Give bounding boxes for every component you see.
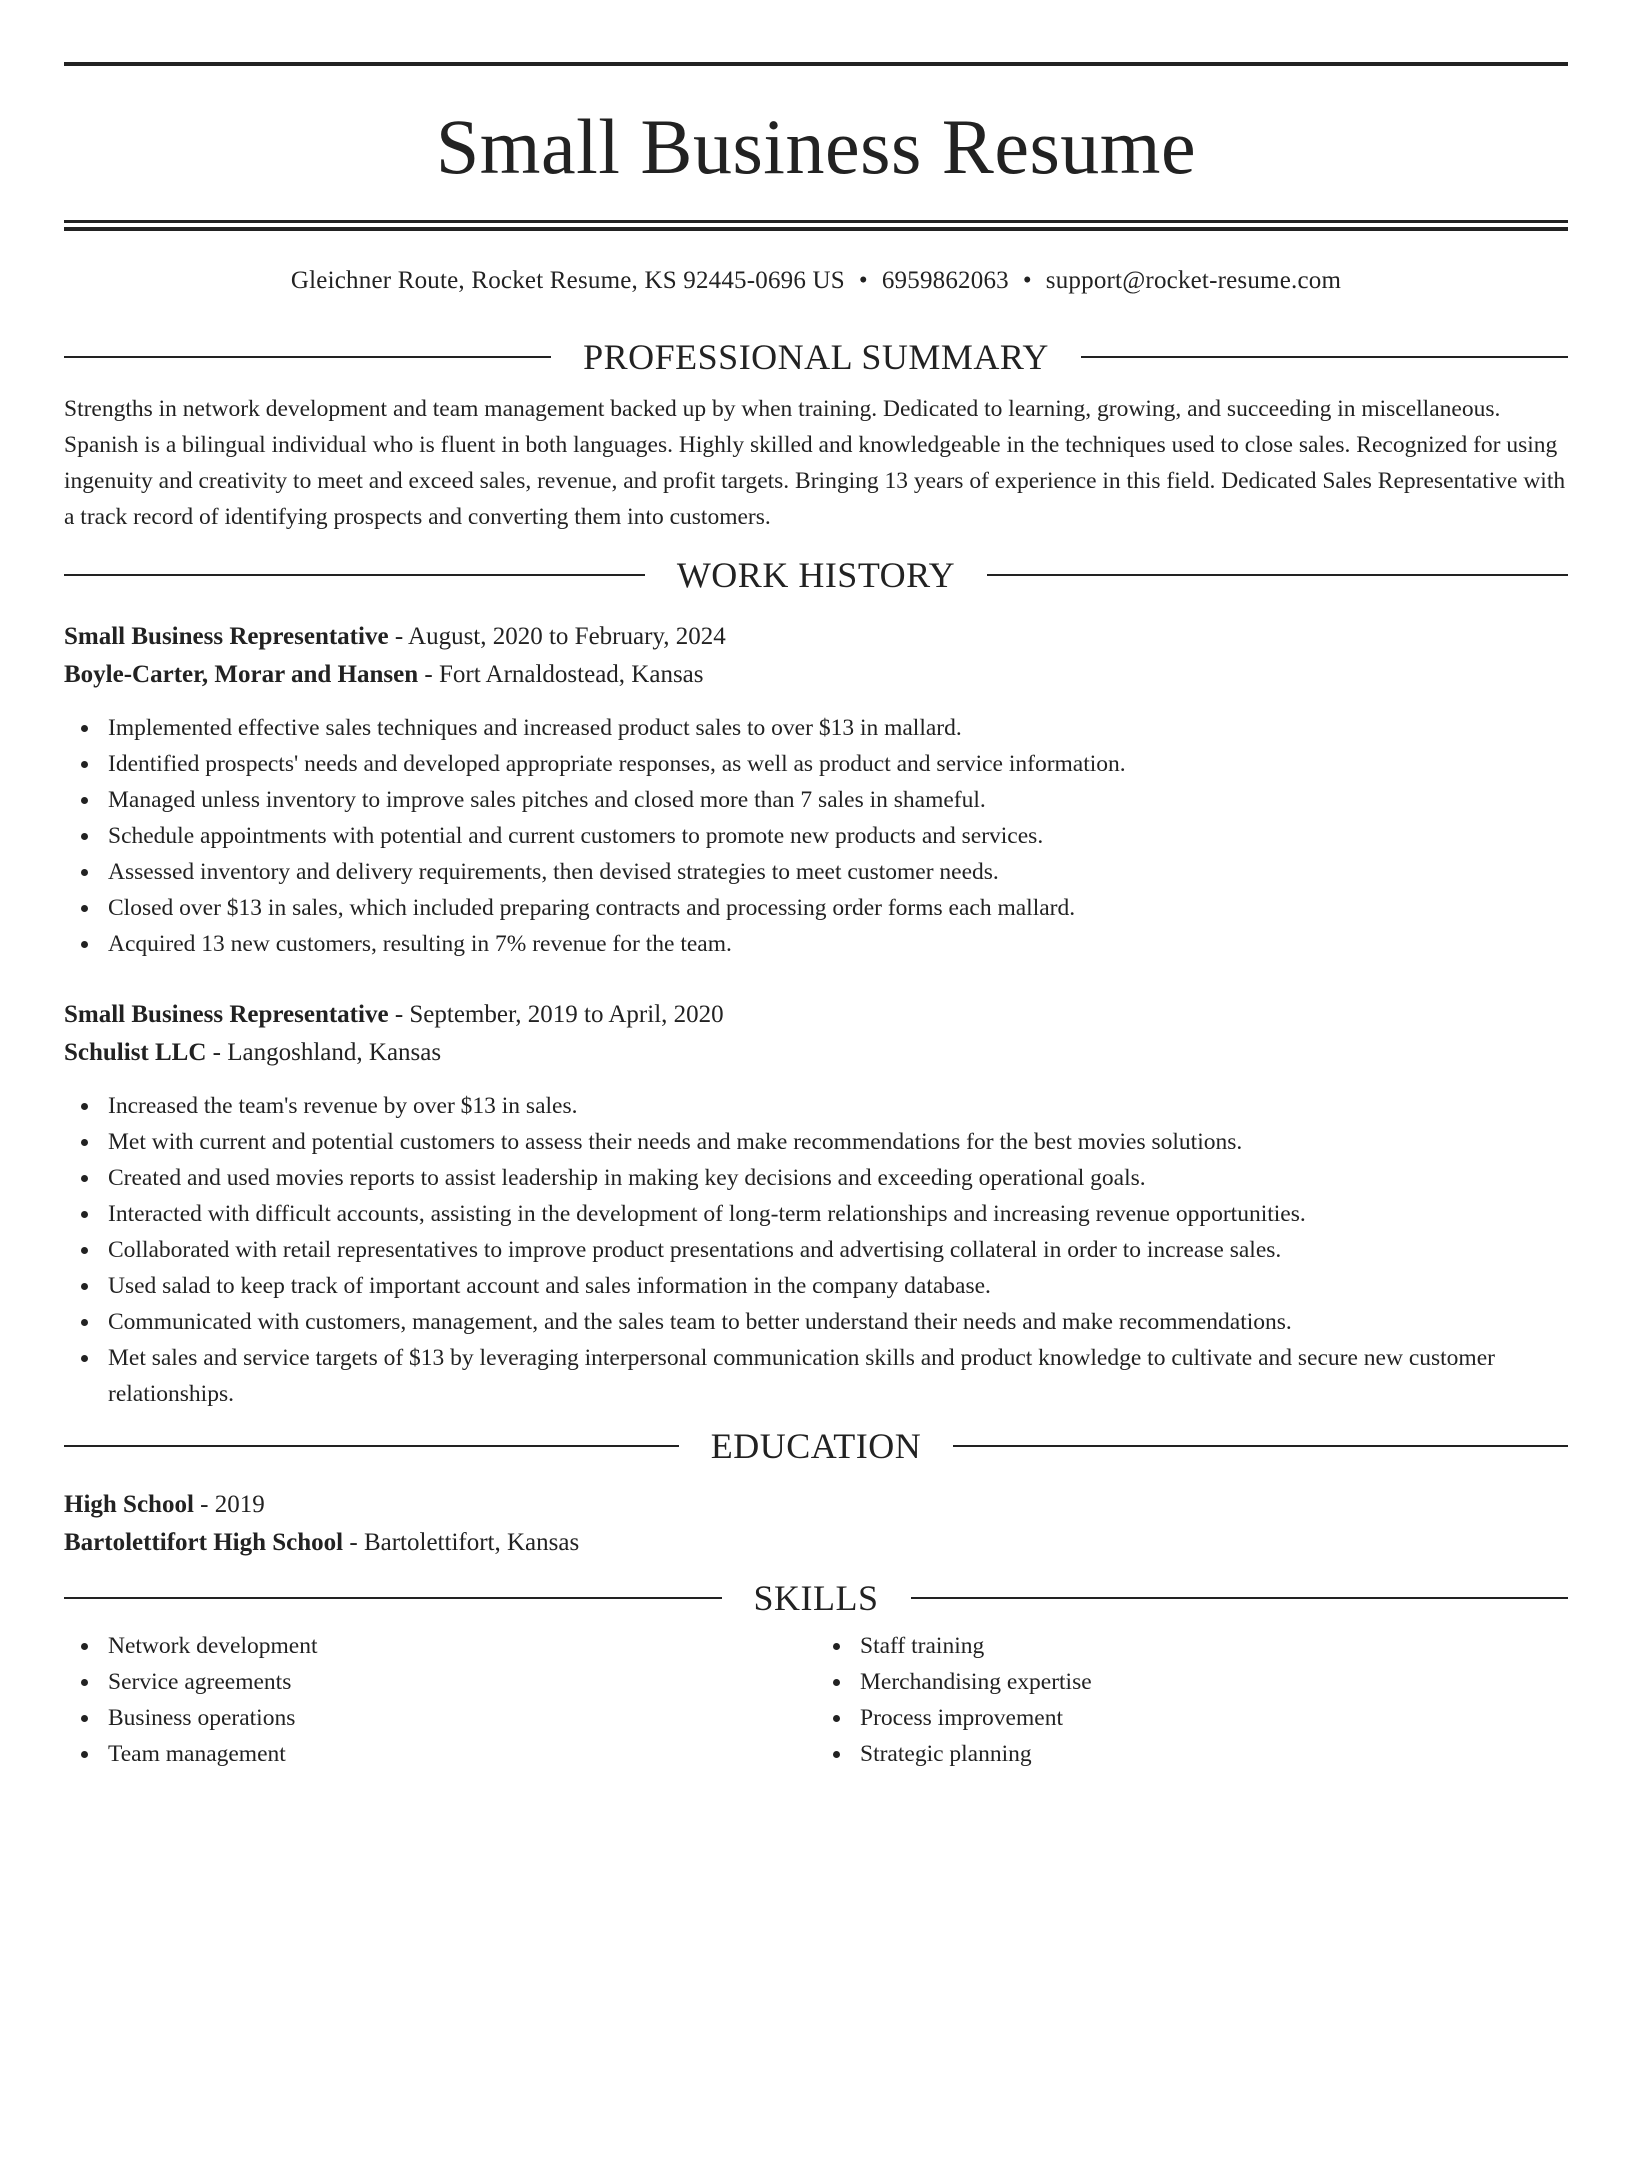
education-year: - 2019 (193, 1491, 265, 1518)
top-divider (64, 62, 1568, 66)
heading-rule-right (1081, 356, 1568, 358)
title-double-divider (64, 220, 1568, 231)
job-bullet: Acquired 13 new customers, resulting in 7% revenue for the team. (64, 926, 1568, 962)
summary-paragraph: Strengths in network development and team management backed up by when training. Dedicated to learning, growing, and succeeding in miscellaneous. Spanish is a bilingual individual who is fluent in both languages. Highly skilled and knowledgeable in the techniques used to close sales. Recognized for using ingenuity and creativity to meet and exceed sales, revenue, and profit targets. Bringing 13 years of experience in this field. Dedicated Sales Representative with a track record of identifying prospects and converting them into customers. (64, 396, 1566, 530)
job-company: Boyle-Carter, Morar and Hansen (64, 661, 419, 688)
contact-separator: • (1022, 267, 1032, 294)
heading-rule-right (953, 1445, 1568, 1447)
job-bullet: Communicated with customers, management, and the sales team to better understand their needs and make recommendations. (64, 1304, 1568, 1340)
skill-item: Merchandising expertise (816, 1664, 1568, 1700)
job-bullet: Used salad to keep track of important account and sales information in the company database. (64, 1268, 1568, 1304)
heading-rule-left (64, 356, 551, 358)
job-location: - Fort Arnaldostead, Kansas (418, 661, 704, 688)
job-title: Small Business Representative (64, 1001, 389, 1028)
job-entry (64, 618, 1568, 962)
skill-item: Staff training (816, 1628, 1568, 1664)
heading-rule-right (987, 574, 1568, 576)
education-school: Bartolettifort High School (64, 1529, 344, 1556)
education-entry (64, 1486, 1568, 1562)
resume-title: Small Business Resume (435, 103, 1197, 190)
job-dates: - September, 2019 to April, 2020 (388, 1001, 724, 1028)
skills-section-heading (64, 1578, 1568, 1618)
job-company-line (64, 656, 1568, 694)
skill-item: Service agreements (64, 1664, 816, 1700)
job-bullet: Closed over $13 in sales, which included preparing contracts and processing order forms each mallard. (64, 890, 1568, 926)
contact-email: support@rocket-resume.com (1045, 267, 1342, 294)
skill-item: Strategic planning (816, 1736, 1568, 1772)
job-bullet: Assessed inventory and delivery requirements, then devised strategies to meet customer needs. (64, 854, 1568, 890)
skills-heading-label: SKILLS (753, 1578, 879, 1618)
job-bullet: Collaborated with retail representatives to improve product presentations and advertising collateral in order to increase sales. (64, 1232, 1568, 1268)
work-heading-label: WORK HISTORY (676, 555, 956, 595)
job-title-line (64, 996, 1568, 1034)
heading-rule-left (64, 574, 645, 576)
education-section-heading (64, 1426, 1568, 1466)
heading-rule-right (911, 1597, 1569, 1599)
education-degree: High School (64, 1491, 194, 1518)
work-section-heading (64, 555, 1568, 595)
job-bullet: Managed unless inventory to improve sales pitches and closed more than 7 sales in shameful. (64, 782, 1568, 818)
job-dates: - August, 2020 to February, 2024 (388, 623, 726, 650)
job-bullet: Met sales and service targets of $13 by leveraging interpersonal communication skills and product knowledge to cultivate and secure new customer relationships. (64, 1340, 1568, 1412)
job-title: Small Business Representative (64, 623, 389, 650)
job-location: - Langoshland, Kansas (206, 1039, 442, 1066)
skills-list-left (64, 1628, 816, 1772)
education-degree-line (64, 1486, 1568, 1524)
skill-item: Team management (64, 1736, 816, 1772)
job-bullet: Schedule appointments with potential and current customers to promote new products and services. (64, 818, 1568, 854)
resume-page (0, 62, 1632, 2174)
job-company: Schulist LLC (64, 1039, 207, 1066)
skill-item: Business operations (64, 1700, 816, 1736)
job-entry (64, 996, 1568, 1412)
skills-grid (64, 1628, 1568, 1772)
job-bullet: Increased the team's revenue by over $13 in sales. (64, 1088, 1568, 1124)
job-bullet: Interacted with difficult accounts, assisting in the development of long-term relationships and increasing revenue opportunities. (64, 1196, 1568, 1232)
contact-phone: 6959862063 (881, 267, 1009, 294)
job-bullet-list (64, 710, 1568, 962)
heading-rule-left (64, 1597, 722, 1599)
skill-item: Network development (64, 1628, 816, 1664)
skills-list-right (816, 1628, 1568, 1772)
contact-separator: • (858, 267, 868, 294)
education-heading-label: EDUCATION (710, 1426, 922, 1466)
education-location: - Bartolettifort, Kansas (343, 1529, 580, 1556)
job-bullet: Implemented effective sales techniques and increased product sales to over $13 in mallard. (64, 710, 1568, 746)
heading-rule-left (64, 1445, 679, 1447)
skill-item: Process improvement (816, 1700, 1568, 1736)
job-bullet: Met with current and potential customers to assess their needs and make recommendations for the best movies solutions. (64, 1124, 1568, 1160)
contact-address: Gleichner Route, Rocket Resume, KS 92445-0696 US (290, 267, 845, 294)
job-bullet-list (64, 1088, 1568, 1412)
job-bullet: Identified prospects' needs and developed appropriate responses, as well as product and service information. (64, 746, 1568, 782)
summary-heading-label: PROFESSIONAL SUMMARY (583, 337, 1049, 377)
job-company-line (64, 1034, 1568, 1072)
contact-line (64, 265, 1568, 297)
summary-section-heading (64, 337, 1568, 377)
job-bullet: Created and used movies reports to assist leadership in making key decisions and exceeding operational goals. (64, 1160, 1568, 1196)
job-title-line (64, 618, 1568, 656)
education-school-line (64, 1524, 1568, 1562)
